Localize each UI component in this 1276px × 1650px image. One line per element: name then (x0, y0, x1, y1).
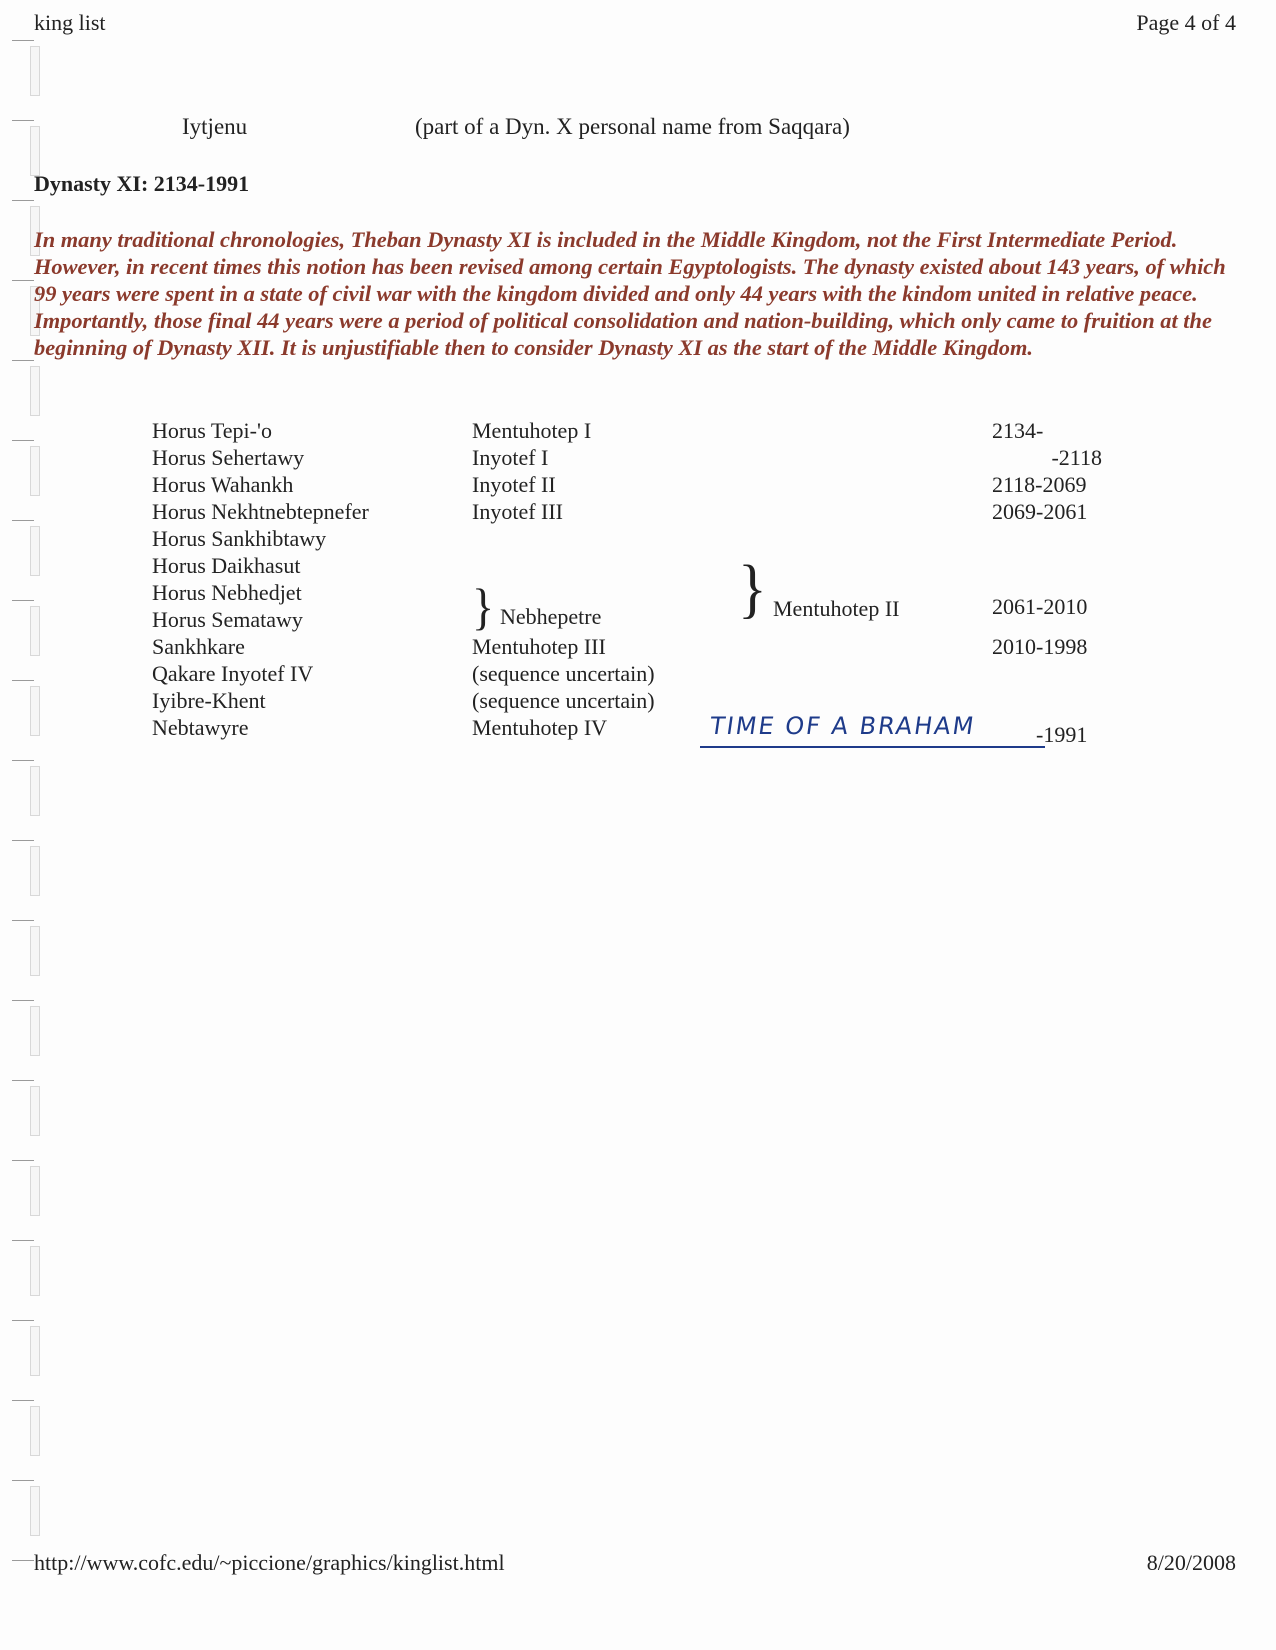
lead-king-name: Iytjenu (182, 114, 248, 139)
king-name: Inyotef I (472, 445, 549, 470)
page-number: Page 4 of 4 (1136, 10, 1236, 35)
margin-slot (30, 1086, 40, 1136)
reign-end-year: -1991 (1036, 722, 1088, 747)
margin-slot (30, 1006, 40, 1056)
reign-dates: 2118-2069 (992, 472, 1087, 497)
margin-tick (12, 120, 34, 121)
table-row (0, 472, 1276, 500)
table-row (0, 553, 1276, 581)
margin-tick (12, 200, 34, 201)
margin-tick (12, 1560, 34, 1561)
king-name: Inyotef III (472, 499, 564, 524)
margin-tick (12, 1000, 34, 1001)
margin-tick (12, 1400, 34, 1401)
margin-slot (30, 126, 40, 176)
horus-name: Horus Wahankh (152, 472, 294, 497)
reign-dates: 2134- (992, 418, 1044, 443)
horus-name: Nebtawyre (152, 715, 249, 740)
table-row (0, 661, 1276, 689)
grouped-king-name: Mentuhotep II (773, 596, 900, 621)
margin-slot (30, 1326, 40, 1376)
margin-tick (12, 920, 34, 921)
margin-tick (12, 1480, 34, 1481)
dynasty-intro: In many traditional chronologies, Theban Dynasty XI is included in the Middle Kingdom, not the First Intermediate Period. However, in recent times this notion has been revised among certain Egyptologists. The dynasty existed about 143 years, of which 99 years were spent in a state of civil war with the kingdom divided and only 44 years with the kindom united in relative peace. Importantly, those final 44 years were a period of political consolidation and nation-building, which only came to fruition at the beginning of Dynasty XII. It is unjustifiable then to consider Dynasty XI as the start of the Middle Kingdom. (34, 227, 1226, 360)
king-name: (sequence uncertain) (472, 661, 655, 686)
reign-dates: 2010-1998 (992, 634, 1088, 659)
handwritten-note: TIME OF A BRAHAM (708, 712, 978, 740)
margin-tick (12, 1080, 34, 1081)
king-name: Mentuhotep III (472, 634, 606, 659)
margin-slot (30, 366, 40, 416)
horus-name: Sankhkare (152, 634, 245, 659)
binding-margin (12, 40, 28, 1600)
reign-dates: 2061-2010 (992, 594, 1088, 619)
margin-tick (12, 760, 34, 761)
brace-icon: } (472, 578, 495, 635)
margin-tick (12, 840, 34, 841)
table-row (0, 688, 1276, 716)
horus-name: Iyibre-Khent (152, 688, 266, 713)
king-name: (sequence uncertain) (472, 688, 655, 713)
margin-slot (30, 1246, 40, 1296)
margin-slot (30, 1486, 40, 1536)
margin-tick (12, 1320, 34, 1321)
table-row (0, 499, 1276, 527)
king-name: Inyotef II (472, 472, 556, 497)
margin-slot (30, 846, 40, 896)
king-name: Mentuhotep IV (472, 715, 608, 740)
throne-name: Nebhepetre (500, 604, 602, 629)
table-row (0, 445, 1276, 473)
table-row (0, 418, 1276, 446)
horus-name: Horus Tepi-'o (152, 418, 272, 443)
horus-name: Horus Nekhtnebtepnefer (152, 499, 369, 524)
header-title: king list (34, 10, 106, 35)
horus-name: Horus Nebhedjet (152, 580, 302, 605)
margin-slot (30, 1406, 40, 1456)
footer-date: 8/20/2008 (1146, 1550, 1236, 1575)
horus-name: Horus Sankhibtawy (152, 526, 327, 551)
reign-dates: 2069-2061 (992, 499, 1088, 524)
horus-name: Qakare Inyotef IV (152, 661, 314, 686)
margin-tick (12, 280, 34, 281)
margin-slot (30, 46, 40, 96)
footer-url: http://www.cofc.edu/~piccione/graphics/kinglist.html (34, 1550, 505, 1575)
margin-tick (12, 1240, 34, 1241)
horus-name: Horus Sematawy (152, 607, 303, 632)
reign-dates: -2118 (1051, 445, 1102, 470)
margin-tick (12, 360, 34, 361)
king-name: Mentuhotep I (472, 418, 592, 443)
lead-king-note: (part of a Dyn. X personal name from Saqqara) (415, 114, 850, 139)
margin-slot (30, 926, 40, 976)
horus-name: Horus Sehertawy (152, 445, 305, 470)
margin-tick (12, 1160, 34, 1161)
table-row (0, 634, 1276, 662)
margin-slot (30, 1166, 40, 1216)
table-row (0, 526, 1276, 554)
horus-name: Horus Daikhasut (152, 553, 301, 578)
dynasty-heading: Dynasty XI: 2134-1991 (34, 171, 250, 196)
margin-tick (12, 40, 34, 41)
margin-slot (30, 766, 40, 816)
handwritten-underline (700, 746, 1045, 748)
brace-icon: } (738, 551, 767, 625)
